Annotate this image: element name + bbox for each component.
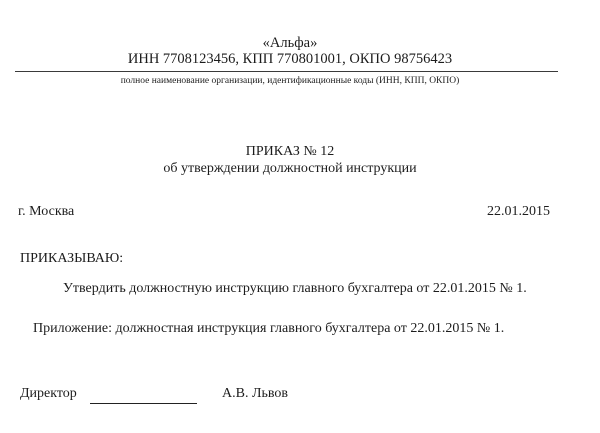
signature-line <box>90 403 197 404</box>
order-verb: ПРИКАЗЫВАЮ: <box>20 251 124 266</box>
attachment-line: Приложение: должностная инструкция главного бухгалтера от 22.01.2015 № 1. <box>33 321 505 336</box>
city-label: г. Москва <box>18 204 75 219</box>
signer-name: А.В. Львов <box>222 386 288 401</box>
org-codes: ИНН 7708123456, КПП 770801001, ОКПО 98756423 <box>127 51 453 67</box>
org-name: «Альфа» <box>262 35 318 51</box>
order-item: Утвердить должностную инструкцию главного бухгалтера от 22.01.2015 № 1. <box>63 281 527 296</box>
signer-title: Директор <box>20 386 77 401</box>
order-title: ПРИКАЗ № 12 <box>245 144 335 159</box>
org-caption: полное наименование организации, идентификационные коды (ИНН, КПП, ОКПО) <box>120 76 460 86</box>
header-rule <box>15 71 558 72</box>
date-label: 22.01.2015 <box>487 204 550 219</box>
order-subtitle: об утверждении должностной инструкции <box>163 161 417 176</box>
